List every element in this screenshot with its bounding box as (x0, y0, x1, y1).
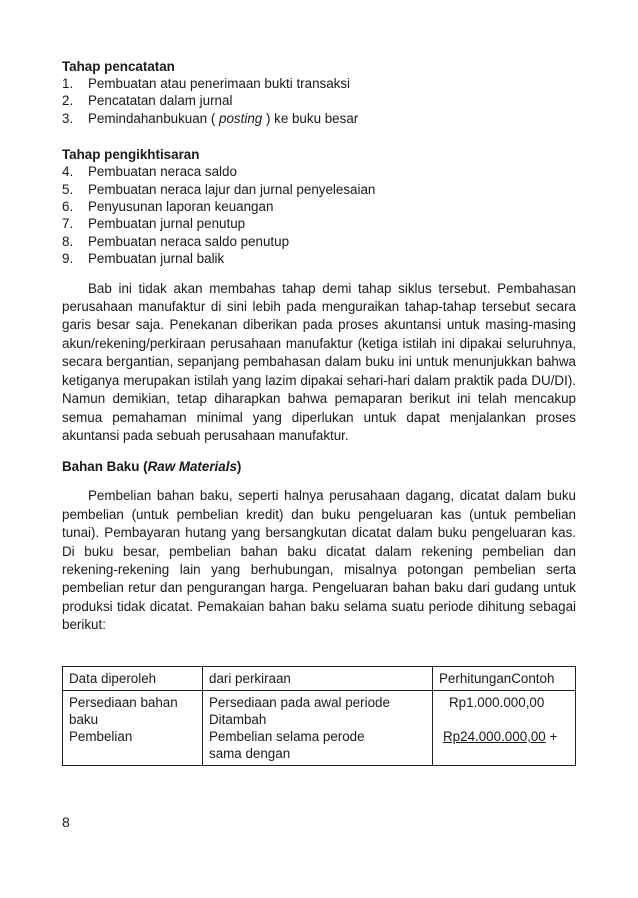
list-text: Pembuatan neraca saldo penutup (88, 233, 290, 249)
list-item (62, 198, 576, 215)
list-number: 4. (62, 164, 74, 180)
cell-amount-line (443, 728, 569, 745)
list-text: Pembuatan atau penerimaan bukti transaksi (88, 76, 351, 91)
list-text-italic: posting (219, 110, 263, 126)
body-paragraph-2: Pembelian bahan baku, seperti halnya perusahaan dagang, dicatat dalam buku pembelian (untuk pembelian kredit) dan buku pengeluaran kas (untuk pembelian tunai). Pembayaran hutang yang bersangkutan dicatat dalam buku pengeluaran kas. Di buku besar, pembelian bahan baku dicatat dalam rekening pembelian dan rekening-rekening lain yang berhubungan, misalnya potongan pembelian serta pembelian retur dan pengurangan harga. Pengeluaran bahan baku dari gudang untuk produksi tidak dicatat. Pemakaian bahan baku selama suatu periode dihitung sebagai berikut: (62, 488, 576, 633)
cell-spacer (443, 711, 569, 728)
heading-text: Bahan Baku ( (62, 459, 148, 475)
list-number: 1. (62, 76, 74, 91)
cell-line: Persediaan pada awal periode (209, 695, 390, 710)
list-item (62, 110, 576, 127)
cell-line: Persediaan bahan (69, 695, 178, 710)
cell-line: Ditambah (209, 712, 267, 727)
plus-sign: + (545, 729, 558, 744)
list-number: 7. (62, 216, 74, 232)
list-number: 3. (62, 110, 74, 126)
list-text: Pembuatan jurnal balik (88, 251, 225, 267)
cell-amount-underlined: Rp24.000.000,00 (443, 729, 546, 744)
table-header-cell: Data diperoleh (63, 667, 203, 691)
list-number: 9. (62, 251, 74, 267)
table-cell-data (63, 691, 203, 766)
list-text-part: ) ke buku besar (262, 110, 359, 126)
list-text: Pembuatan neraca saldo (88, 164, 237, 180)
table-header-cell: PerhitunganContoh (433, 667, 576, 691)
list-item (62, 215, 576, 232)
table-header-row (63, 667, 576, 691)
list-item (62, 181, 576, 198)
section-heading-bahan-baku (62, 458, 576, 475)
cell-amount: Rp1.000.000,00 (449, 695, 545, 710)
list-pencatatan (62, 75, 576, 127)
heading-italic: Raw Materials (147, 459, 237, 475)
calculation-table (62, 666, 576, 766)
list-item (62, 250, 576, 267)
list-item (62, 92, 576, 109)
page-content (62, 58, 576, 635)
table-header-cell: dari perkiraan (203, 667, 433, 691)
list-item (62, 163, 576, 180)
page-number: 8 (62, 814, 70, 830)
list-number: 6. (62, 199, 74, 215)
list-text: Penyusunan laporan keuangan (88, 199, 274, 215)
cell-line: Pembelian selama perode (209, 729, 365, 744)
cell-line: baku (69, 712, 99, 727)
list-pengikhtisaran (62, 163, 576, 267)
list-item (62, 75, 576, 92)
table-row (63, 691, 576, 766)
list-number: 8. (62, 233, 74, 249)
table-cell-calculation (433, 691, 576, 766)
body-paragraph-1: Bab ini tidak akan membahas tahap demi tahap siklus tersebut. Pembahasan perusahaan manufaktur di sini lebih pada menguraikan tahap-tahap tersebut secara garis besar saja. Penekanan diberikan pada proses akuntansi untuk masing-masing akun/rekening/perkiraan perusahaan manufaktur (ketiga istilah ini dipakai seluruhnya, secara bergantian, sepanjang pembahasan dalam buku ini untuk menunjukkan bahwa ketiganya merupakan istilah yang lazim dipakai sehari-hari dalam praktik pada DU/DI). Namun demikian, tetap diharapkan bahwa pemaparan berikut ini telah mencakup semua pemahaman minimal yang diperlukan untuk dapat menjalankan proses akuntansi pada sebuah perusahaan manufaktur. (62, 280, 576, 443)
section-heading-pengikhtisaran: Tahap pengikhtisaran (62, 147, 200, 163)
list-text-part: Pemindahanbukuan ( (88, 110, 220, 126)
list-text: Pembuatan jurnal penutup (88, 216, 246, 232)
cell-line: Pembelian (69, 729, 133, 744)
list-item (62, 233, 576, 250)
list-text: Pencatatan dalam jurnal (88, 93, 233, 109)
heading-text: ) (236, 459, 242, 475)
list-number: 5. (62, 181, 74, 197)
list-text: Pembuatan neraca lajur dan jurnal penyelesaian (88, 181, 376, 197)
section-heading-pencatatan: Tahap pencatatan (62, 59, 175, 74)
list-number: 2. (62, 93, 74, 109)
table-cell-source (203, 691, 433, 766)
cell-line: sama dengan (209, 746, 291, 761)
list-text (88, 110, 358, 127)
